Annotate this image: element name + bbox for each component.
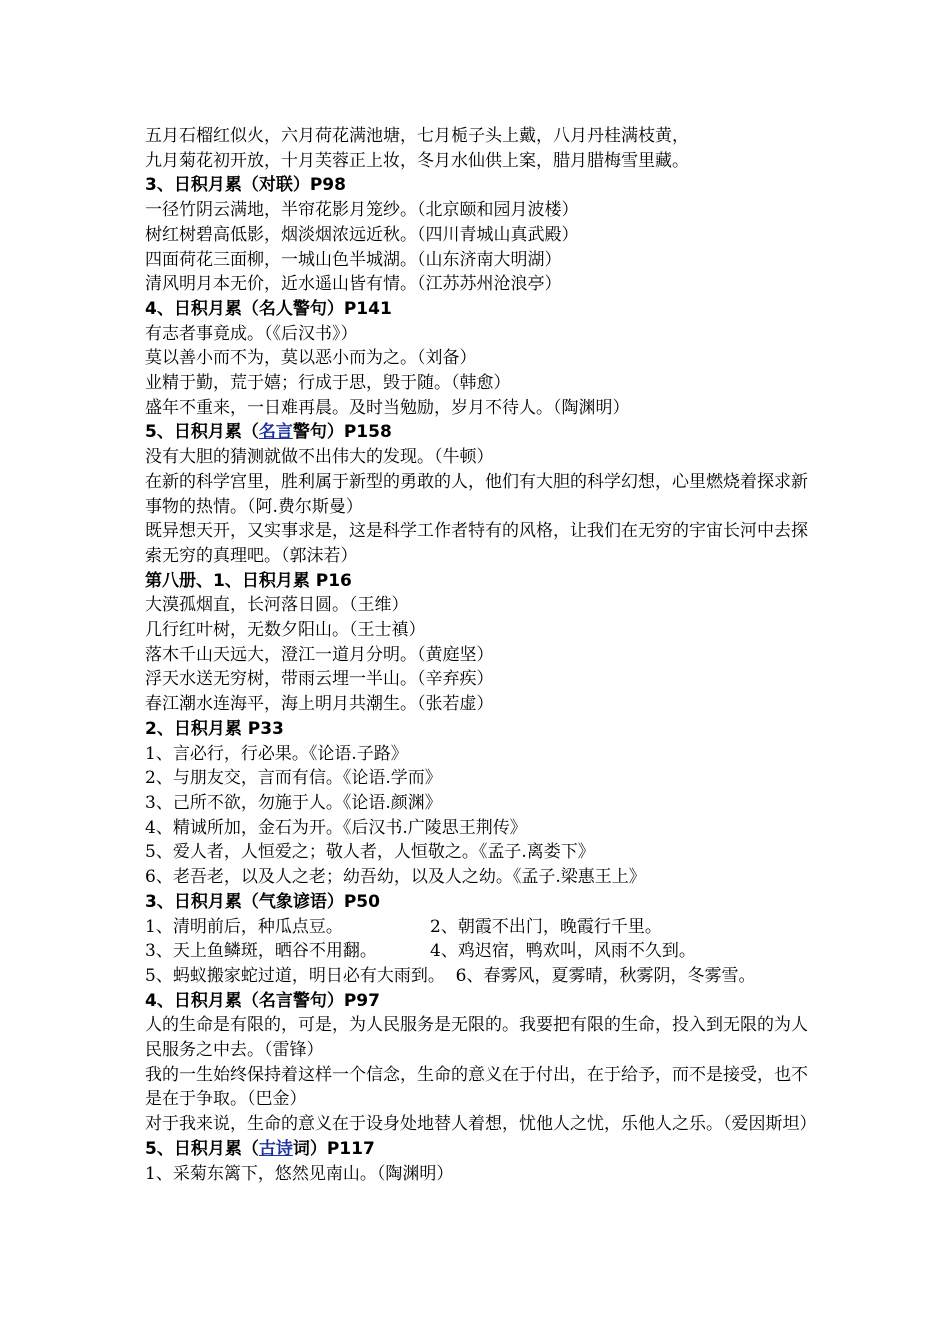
proverb: 2、朝霞不出门，晚霞行千里。 bbox=[430, 916, 662, 937]
section-heading: 3、日积月累（气象谚语）P50 bbox=[145, 891, 380, 912]
text-line: 几行红叶树，无数夕阳山。（王士禛） bbox=[145, 620, 426, 641]
text-line: 有志者事竟成。（《后汉书》） bbox=[145, 323, 358, 344]
heading-text: 词）P117 bbox=[292, 1138, 375, 1159]
text-line: 大漠孤烟直，长河落日圆。（王维） bbox=[145, 595, 409, 616]
text-line: 春江潮水连海平，海上明月共潮生。（张若虚） bbox=[145, 694, 494, 715]
text-line: 浮天水送无穷树，带雨云埋一半山。（辛弃疾） bbox=[145, 669, 494, 690]
text-line: 一径竹阴云满地，半帘花影月笼纱。（北京颐和园月波楼） bbox=[145, 200, 579, 221]
proverb: 1、清明前后，种瓜点豆。 bbox=[145, 916, 343, 937]
section-heading: 4、日积月累（名人警句）P141 bbox=[145, 298, 392, 319]
section-heading: 4、日积月累（名言警句）P97 bbox=[145, 990, 380, 1011]
keyword-link[interactable]: 古诗 bbox=[258, 1138, 293, 1159]
heading-text: 警句）P158 bbox=[292, 422, 392, 443]
proverb: 4、鸡迟宿，鸭欢叫，风雨不久到。 bbox=[430, 941, 696, 962]
section-heading: 3、日积月累（对联）P98 bbox=[145, 175, 346, 196]
document-page bbox=[145, 124, 815, 1186]
section-heading bbox=[145, 420, 815, 445]
heading-text: 5、日积月累（ bbox=[145, 1138, 259, 1159]
heading-text: 5、日积月累（ bbox=[145, 422, 259, 443]
text-line: 树红树碧高低影，烟淡烟浓远近秋。（四川青城山真武殿） bbox=[145, 224, 579, 245]
keyword-link[interactable]: 名言 bbox=[258, 422, 293, 443]
text-line: 5、爱人者，人恒爱之；敬人者，人恒敬之。《孟子.离娄下》 bbox=[145, 842, 595, 863]
text-paragraph: 在新的科学宫里，胜利属于新型的勇敢的人，他们有大胆的科学幻想，心里燃烧着探求新事物的热情。（阿.费尔斯曼） bbox=[145, 471, 808, 517]
section-heading: 第八册、1、日积月累 P16 bbox=[145, 570, 352, 591]
text-line: 业精于勤，荒于嬉；行成于思，毁于随。（韩愈） bbox=[145, 373, 511, 394]
proverb: 3、天上鱼鳞斑，晒谷不用翻。 bbox=[145, 941, 377, 962]
text-paragraph: 人的生命是有限的，可是，为人民服务是无限的。我要把有限的生命，投入到无限的为人民服务之中去。（雷锋） bbox=[145, 1015, 808, 1061]
text-line: 五月石榴红似火，六月荷花满池塘，七月栀子头上戴，八月丹桂满枝黄， bbox=[145, 126, 689, 146]
text-line: 四面荷花三面柳，一城山色半城湖。（山东济南大明湖） bbox=[145, 249, 562, 270]
text-line: 3、己所不欲，勿施于人。《论语.颜渊》 bbox=[145, 792, 442, 813]
text-paragraph: 我的一生始终保持着这样一个信念，生命的意义在于付出，在于给予，而不是接受，也不是在于争取。（巴金） bbox=[145, 1064, 808, 1110]
text-line: 2、与朋友交，言而有信。《论语.学而》 bbox=[145, 768, 442, 789]
proverb-row bbox=[145, 915, 815, 940]
text-line: 4、精诚所加，金石为开。《后汉书.广陵思王荆传》 bbox=[145, 817, 527, 838]
text-line: 莫以善小而不为，莫以恶小而为之。（刘备） bbox=[145, 348, 477, 369]
text-line: 6、老吾老，以及人之老；幼吾幼，以及人之幼。《孟子.梁惠王上》 bbox=[145, 867, 646, 888]
section-heading bbox=[145, 1137, 815, 1162]
text-paragraph: 既异想天开，又实事求是，这是科学工作者特有的风格，让我们在无穷的宇宙长河中去探索无穷的真理吧。（郭沫若） bbox=[145, 521, 808, 566]
section-heading: 2、日积月累 P33 bbox=[145, 718, 284, 739]
text-line: 九月菊花初开放，十月芙蓉正上妆，冬月水仙供上案，腊月腊梅雪里藏。 bbox=[145, 150, 689, 171]
proverb-row bbox=[145, 939, 815, 964]
text-line: 1、言必行，行必果。《论语.子路》 bbox=[145, 743, 408, 764]
text-line: 落木千山天远大，澄江一道月分明。（黄庭坚） bbox=[145, 644, 494, 665]
text-line: 没有大胆的猜测就做不出伟大的发现。（牛顿） bbox=[145, 447, 494, 468]
text-line: 清风明月本无价，近水遥山皆有情。（江苏苏州沧浪亭） bbox=[145, 274, 562, 295]
proverb-row: 5、蚂蚁搬家蛇过道，明日必有大雨到。 6、春雾风，夏雾晴，秋雾阴，冬雾雪。 bbox=[145, 965, 756, 986]
text-paragraph: 对于我来说，生命的意义在于设身处地替人着想，忧他人之忧，乐他人之乐。（爱因斯坦） bbox=[145, 1114, 817, 1135]
text-line: 盛年不重来，一日难再晨。及时当勉励，岁月不待人。（陶渊明） bbox=[145, 397, 630, 418]
text-line: 1、采菊东篱下，悠然见南山。（陶渊明） bbox=[145, 1163, 454, 1184]
